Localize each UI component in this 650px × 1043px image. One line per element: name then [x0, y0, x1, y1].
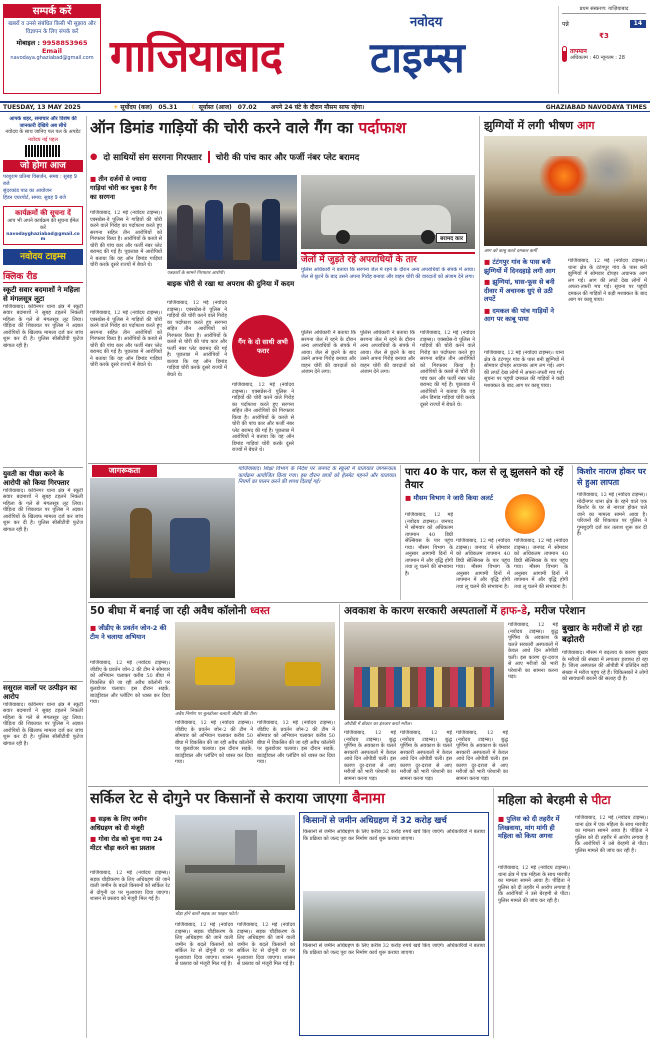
today-item: हिंडन एयरपोर्ट, समय: सुबह 9 बजे — [3, 194, 66, 201]
lead-headline: ऑन डिमांड गाड़ियों की चोरी करने वाले गैंग का पर्दाफाश — [90, 119, 407, 137]
contact-ad-mobile: मोबाइल : 9958853965 — [16, 39, 88, 47]
kishor-headline: किशोर नाराज होकर घर से हुआ लापता — [577, 467, 646, 487]
weather-label: तापमान — [570, 47, 587, 55]
contact-ad — [3, 4, 101, 94]
brand-city: गाजियाबाद — [110, 31, 283, 82]
colony-headline: 50 बीघा में बनाई जा रही अवैध कॉलोनी ध्वस्त — [90, 605, 270, 617]
fever-body: गाजियाबाद। मौसम में बदलाव के कारण बुखार के मरीजों की संख्या में लगातार इजाफा हो रहा है। जिला अस्पताल की ओपीडी में प्रतिदिन बड़ी संख्या में मरीज पहुंच रहे हैं। चिकित्सकों ने लोगों को सावधानी बरतने की सलाह दी है। — [562, 650, 648, 682]
circle-bullet: ■ गोवा रोड को चुना गया 24 मीटर चौड़ा करने का प्रस्ताव — [90, 835, 163, 852]
today-title: जो होगा आज — [3, 160, 83, 172]
sunrise-label: सूर्योदय (कल) — [120, 104, 153, 111]
hospital-body-col1: गाजियाबाद, 12 मई (नवोदय टाइम्स)। बुद्ध पूर्णिमा के अवकाश के चलते सरकारी अस्पतालों में केवल आधे दिन ओपीडी चली। इस कारण दूर-दराज से आए मरीजों को भारी परेशानी का सामना करना पड़ा। — [344, 730, 396, 782]
colony-photo-caption: अवैध निर्माण पर बुलडोजर चलाती जीडीए की टीम। — [175, 712, 258, 717]
car-caption: बरामद कार — [436, 233, 467, 243]
masthead — [0, 0, 650, 100]
jail-col2: पुलिस अधिकारी ने बताया कि सरगना जेल में रहने के दौरान अन्य अपराधियों के संपर्क में आया। जेल से छूटने के बाद उसने अपना गिरोह बनाया और वाहन चोरी की वारदातों को अंजाम देने लगा। — [360, 330, 415, 375]
heat-icon — [505, 494, 545, 534]
moon-icon: ☾ — [191, 103, 197, 111]
sun-icon: ☀ — [113, 103, 119, 111]
edition-box — [558, 6, 646, 94]
kishor-body: गाजियाबाद, 12 मई (नवोदय टाइम्स)। मोदीनगर थाना क्षेत्र के रहने वाले एक किशोर के घर से नाराज होकर चले जाने का मामला सामने आया है। परिजनों की शिकायत पर पुलिस ने गुमशुदगी दर्ज कर तलाश शुरू कर दी है। — [577, 492, 647, 537]
jail-col3: गाजियाबाद, 12 मई (नवोदय टाइम्स)। एक्सप्रेस-वे पुलिस ने गाड़ियों की चोरी करने वाले गिरोह का पर्दाफाश करते हुए सरगना सहित तीन आरोपियों को गिरफ्तार किया है। आरोपियों के कब्जे से चोरी की पांच कार और फर्जी नंबर प्लेट बरामद की गई है। पूछताछ में आरोपियों ने बताया कि वह ऑन डिमांड गाड़ियां चोरी करके दूसरे राज्यों में बेचते थे। — [420, 330, 475, 408]
programs-text: आप भी अपने कार्यक्रम की सूचना ईमेल करें — [7, 217, 79, 231]
colony-body-col2: गाजियाबाद, 12 मई (नवोदय टाइम्स)। जीडीए के प्रवर्तन जोन-2 की टीम ने सोमवार को अभियान चलाकर करीब 50 बीघा में विकसित की जा रही अवैध कॉलोनी पर बुलडोजर चलाया। इस दौरान सड़कें, बाउंड्रीवाल और प्लॉटिंग को ध्वस्त कर दिया गया। — [175, 720, 253, 765]
sidebar-story2-head: युवती का पीछा करने के आरोपी को किया गिरफ्तार — [3, 467, 83, 488]
jail-body: पुलिस अधिकारी ने बताया कि सरगना जेल में रहने के दौरान अन्य अपराधियों के संपर्क में आया। जेल से छूटने के बाद उसने अपना गिरोह बनाया और वाहन चोरी की वारदातों को अंजाम देने लगा। — [301, 267, 475, 280]
hospital-photo-caption: ओपीडी में डॉक्टर का इंतजार करते मरीज। — [344, 722, 412, 727]
brand — [110, 6, 540, 96]
woman-body-col1: गाजियाबाद, 12 मई (नवोदय टाइम्स)। थाना क्षेत्र में एक महिला के साथ मारपीट का मामला सामने आया है। पीड़िता ने पुलिस को दी तहरीर में आरोप लगाया है कि आरोपियों ने उसे बेरहमी से पीटा। पुलिस मामले की जांच कर रही है। — [498, 865, 570, 904]
programs-title: कार्यक्रमों की सूचना दें — [15, 208, 71, 217]
jail-box — [301, 252, 475, 327]
sidebar-story2-body: गाजियाबाद। कविनगर थाना क्षेत्र में स्कूटी सवार बदमाशों ने सुबह टहलने निकली महिला के गले से मंगलसूत्र लूट लिया। पीड़िता की शिकायत पर पुलिस ने अज्ञात आरोपियों के खिलाफ मामला दर्ज कर जांच शुरू कर दी है। पुलिस सीसीटीवी फुटेज खंगाल रही है। — [3, 487, 83, 533]
shadow-body-col2: गाजियाबाद, 12 मई (नवोदय टाइम्स)। एक्सप्रेस-वे पुलिस ने गाड़ियों की चोरी करने वाले गिरोह का पर्दाफाश करते हुए सरगना सहित तीन आरोपियों को गिरफ्तार किया है। आरोपियों के कब्जे से चोरी की पांच कार और फर्जी नंबर प्लेट बरामद की गई है। पूछताछ में आरोपियों ने बताया कि वह ऑन डिमांड गाड़ियां चोरी करके दूसरे राज्यों में बेचते थे। — [232, 382, 294, 453]
sidebar-story1-head: स्कूटी सवार बदमाशों ने महिला से मंगलसूत्र लूटा — [3, 285, 80, 303]
fire-body-col2: गाजियाबाद, 12 मई (नवोदय टाइम्स)। थाना क्षेत्र के टंटंगपुर गांव के पास बनी झुग्गियों में सोमवार दोपहर अचानक आग लग गई। आग की लपटें देख लोगों में अफरा-तफरी मच गई। सूचना पर पहुंची दमकल की गाड़ियों ने कड़ी मशक्कत के बाद आग पर काबू पाया। — [568, 258, 647, 303]
heat-body-col2: गाजियाबाद, 12 मई (नवोदय टाइम्स)। जनपद में सोमवार को अधिकतम तापमान 40 डिग्री सेल्सियस के पार पहुंच गया। मौसम विभाग के अनुसार आगामी दिनों में तापमान में और वृद्धि होगी तथा लू चलने की संभावना है। — [456, 538, 510, 590]
fire-bullet: ■ टंटंगपुर गांव के पास बनी झुग्गियों में दिनदहाड़े लगी आग — [484, 258, 556, 275]
sidebar-story3-head: ससुराल वालों पर उत्पीड़न का आरोप — [3, 681, 83, 702]
farmers-headline: किसानों से जमीन अधिग्रहण में 32 करोड़ खर्च — [303, 816, 447, 826]
pages-count: 14 — [630, 20, 646, 28]
sunrise-time: 05.31 — [158, 103, 178, 111]
fire-bullet: ■ दमकल की पांच गाड़ियों ने आग पर काबू पाया — [484, 306, 554, 323]
lead-bullet: ■ तीन दर्जनों से ज्यादा गाड़ियां चोरी कर चुका है गैंग का सरगना — [90, 175, 157, 201]
brand-small: नवोदय — [410, 15, 443, 30]
contact-ad-lines: खबरों व उनसे संबंधित किसी भी सुझाव और विज्ञापन के लिए संपर्क करें — [8, 21, 96, 35]
circle-photo-caption: चौड़ा होने वाली सड़क का फाइल फोटो। — [175, 912, 239, 917]
edition-label: प्रथम संस्करण: ग़ाज़ियाबाद — [562, 6, 646, 14]
programs-email[interactable]: navodayghaziabad@gmail.com — [6, 231, 80, 242]
fire-body-col1: गाजियाबाद, 12 मई (नवोदय टाइम्स)। थाना क्षेत्र के टंटंगपुर गांव के पास बनी झुग्गियों में सोमवार दोपहर अचानक आग लग गई। आग की लपटें देख लोगों में अफरा-तफरी मच गई। सूचना पर पहुंची दमकल की गाड़ियों ने कड़ी मशक्कत के बाद आग पर काबू पाया। — [484, 350, 564, 389]
lead-sub2: चोरी की पांच कार और फर्जी नंबर प्लेट बरामद — [215, 152, 360, 163]
weather-text: अधिकतम : 40 न्यूनतम : 28 — [570, 54, 625, 61]
sunset-time: 07.02 — [237, 103, 257, 111]
issue-date: TUESDAY, 13 MAY 2025 — [3, 103, 81, 111]
lead-body-col1: गाजियाबाद, 12 मई (नवोदय टाइम्स)। एक्सप्रेस-वे पुलिस ने गाड़ियों की चोरी करने वाले गिरोह का पर्दाफाश करते हुए सरगना सहित तीन आरोपियों को गिरफ्तार किया है। आरोपियों के कब्जे से चोरी की पांच कार और फर्जी नंबर प्लेट बरामद की गई है। पूछताछ में आरोपियों ने बताया कि वह ऑन डिमांड गाड़ियां चोरी करके दूसरे राज्यों में बेचते थे। — [90, 210, 162, 268]
sidebar-story1-body: गाजियाबाद। कविनगर थाना क्षेत्र में स्कूटी सवार बदमाशों ने सुबह टहलने निकली महिला के गले से मंगलसूत्र लूट लिया। पीड़िता की शिकायत पर पुलिस ने अज्ञात आरोपियों के खिलाफ मामला दर्ज कर जांच शुरू कर दी है। पुलिस सीसीटीवी फुटेज खंगाल रही है। — [3, 303, 83, 349]
sidebar-top-note: नवोदय नई पहल — [28, 136, 58, 143]
jail-col1: पुलिस अधिकारी ने बताया कि सरगना जेल में रहने के दौरान अन्य अपराधियों के संपर्क में आया। जेल से छूटने के बाद उसने अपना गिरोह बनाया और वाहन चोरी की वारदातों को अंजाम देने लगा। — [301, 330, 356, 375]
woman-headline-highlight: पीटा — [591, 793, 611, 807]
heat-headline: पारा 40 के पार, कल से लू झुलसने को रहें तैयार — [405, 467, 564, 491]
farmers-body: किसानों से जमीन अधिग्रहण के लिए करीब 32 करोड़ रुपये खर्च किए जाएंगे। अधिकारियों ने बताया कि प्रक्रिया को जल्द पूरा कर निर्माण कार्य शुरू कराया जाएगा। — [303, 829, 485, 842]
circle-headline-highlight: बैनामा — [352, 791, 385, 807]
circle-body-col3: गाजियाबाद, 12 मई (नवोदय टाइम्स)। सड़क चौड़ीकरण के लिए अधिग्रहण की जाने वाली जमीन के बदले किसानों को सर्किल रेट से दोगुनी दर पर मुआवजा दिया जाएगा। शासन से प्रस्ताव को मंजूरी मिल गई है। — [237, 922, 295, 967]
contact-ad-email-label: Email — [41, 47, 63, 55]
price: ₹3 — [599, 32, 609, 40]
today-list — [3, 172, 83, 204]
thermometer-icon — [562, 46, 567, 62]
fire-headline: झुग्गियों में लगी भीषण आग — [484, 119, 595, 132]
colony-sub: ■ जीडीए के प्रवर्तन जोन-2 की टीम ने चलाया अभियान — [90, 624, 167, 641]
circle-body-col2: गाजियाबाद, 12 मई (नवोदय टाइम्स)। सड़क चौड़ीकरण के लिए अधिग्रहण की जाने वाली जमीन के बदले किसानों को सर्किल रेट से दोगुनी दर पर मुआवजा दिया जाएगा। शासन से प्रस्ताव को मंजूरी मिल गई है। — [175, 922, 233, 967]
heat-body-col3: गाजियाबाद, 12 मई (नवोदय टाइम्स)। जनपद में सोमवार को अधिकतम तापमान 40 डिग्री सेल्सियस के पार पहुंच गया। मौसम विभाग के अनुसार आगामी दिनों में तापमान में और वृद्धि होगी तथा लू चलने की संभावना है। — [514, 538, 568, 590]
lead-subheads — [90, 149, 475, 165]
woman-sub: ■ पुलिस को दी तहरीर में लिखवाया, मांग मांगी ही महिला को किया अगवा — [498, 815, 560, 840]
jagrukta-photo — [90, 478, 235, 598]
hospital-headline: अवकाश के कारण सरकारी अस्पतालों में हाफ-डे, मरीज परेशान — [344, 605, 586, 617]
shadow-body: गाजियाबाद, 12 मई (नवोदय टाइम्स)। एक्सप्रेस-वे पुलिस ने गाड़ियों की चोरी करने वाले गिरोह का पर्दाफाश करते हुए सरगना सहित तीन आरोपियों को गिरफ्तार किया है। आरोपियों के कब्जे से चोरी की पांच कार और फर्जी नंबर प्लेट बरामद की गई है। पूछताछ में आरोपियों ने बताया कि वह ऑन डिमांड गाड़ियां चोरी करके दूसरे राज्यों में बेचते थे। — [167, 300, 227, 378]
farmers-body-2: किसानों से जमीन अधिग्रहण के लिए करीब 32 करोड़ रुपये खर्च किए जाएंगे। अधिकारियों ने बताया कि प्रक्रिया को जल्द पूरा कर निर्माण कार्य शुरू कराया जाएगा। — [303, 943, 485, 956]
lead-body-col2: गाजियाबाद, 12 मई (नवोदय टाइम्स)। एक्सप्रेस-वे पुलिस ने गाड़ियों की चोरी करने वाले गिरोह का पर्दाफाश करते हुए सरगना सहित तीन आरोपियों को गिरफ्तार किया है। आरोपियों के कब्जे से चोरी की पांच कार और फर्जी नंबर प्लेट बरामद की गई है। पूछताछ में आरोपियों ने बताया कि वह ऑन डिमांड गाड़ियां चोरी करके दूसरे राज्यों में बेचते थे। — [90, 310, 162, 368]
lead-headline-highlight: पर्दाफाश — [358, 119, 407, 137]
farmers-box — [299, 812, 489, 1036]
hospital-body-col4: गाजियाबाद, 12 मई (नवोदय टाइम्स)। बुद्ध पूर्णिमा के अवकाश के चलते सरकारी अस्पतालों में केवल आधे दिन ओपीडी चली। इस कारण दूर-दराज से आए मरीजों को भारी परेशानी का सामना करना पड़ा। — [508, 622, 558, 680]
jagrukta-text: गाजियाबाद। शिक्षा विभाग के निर्देश पर जनपद के स्कूलों में यातायात जागरूकता कार्यक्रम आयोजित किया गया। इस दौरान छात्रों को हेलमेट पहनने और यातायात नियमों का पालन करने की शपथ दिलाई गई। — [238, 466, 396, 485]
hospital-body-col3: गाजियाबाद, 12 मई (नवोदय टाइम्स)। बुद्ध पूर्णिमा के अवकाश के चलते सरकारी अस्पतालों में केवल आधे दिन ओपीडी चली। इस कारण दूर-दराज से आए मरीजों को भारी परेशानी का सामना करना पड़ा। — [456, 730, 508, 782]
tagline: अपने 24 घंटे के दौरान मौसम साफ रहेगा। — [270, 104, 365, 111]
fire-headline-highlight: आग — [576, 119, 595, 132]
woman-headline: महिला को बेरहमी से पीटा — [498, 793, 611, 807]
colony-body-col3: गाजियाबाद, 12 मई (नवोदय टाइम्स)। जीडीए के प्रवर्तन जोन-2 की टीम ने सोमवार को अभियान चलाकर करीब 50 बीघा में विकसित की जा रही अवैध कॉलोनी पर बुलडोजर चलाया। इस दौरान सड़कें, बाउंड्रीवाल और प्लॉटिंग को ध्वस्त कर दिया गया। — [257, 720, 335, 765]
sidebar-logo: नवोदय टाइम्स — [3, 249, 83, 265]
fire-photo-caption: आग को काबू करते दमकल कर्मी — [484, 249, 537, 254]
hospital-body-col2: गाजियाबाद, 12 मई (नवोदय टाइम्स)। बुद्ध पूर्णिमा के अवकाश के चलते सरकारी अस्पतालों में केवल आधे दिन ओपीडी चली। इस कारण दूर-दराज से आए मरीजों को भारी परेशानी का सामना करना पड़ा। — [400, 730, 452, 782]
woman-body-col2: गाजियाबाद, 12 मई (नवोदय टाइम्स)। थाना क्षेत्र में एक महिला के साथ मारपीट का मामला सामने आया है। पीड़िता ने पुलिस को दी तहरीर में आरोप लगाया है कि आरोपियों ने उसे बेरहमी से पीटा। पुलिस मामले की जांच कर रही है। — [575, 815, 648, 854]
sidebar-story3-body: गाजियाबाद। कविनगर थाना क्षेत्र में स्कूटी सवार बदमाशों ने सुबह टहलने निकली महिला के गले से मंगलसूत्र लूट लिया। पीड़िता की शिकायत पर पुलिस ने अज्ञात आरोपियों के खिलाफ मामला दर्ज कर जांच शुरू कर दी है। पुलिस सीसीटीवी फुटेज खंगाल रही है। — [3, 701, 83, 747]
fever-headline: बुखार के मरीजों में हो रहा बढ़ोतरी — [562, 624, 643, 645]
brand-paper: टाइम्स — [370, 33, 465, 82]
circle-bullet: ■ सड़क के लिए जमीन अधिग्रहण को दी मंजूरी — [90, 815, 147, 832]
gang-badge: गैंग के दो साथी अभी फरार — [232, 315, 294, 377]
circle-body-col1: गाजियाबाद, 12 मई (नवोदय टाइम्स)। सड़क चौड़ीकरण के लिए अधिग्रहण की जाने वाली जमीन के बदले किसानों को सर्किल रेट से दोगुनी दर पर मुआवजा दिया जाएगा। शासन से प्रस्ताव को मंजूरी मिल गई है। — [90, 870, 170, 902]
today-item: परशुराम प्रतिमा विसर्जन, समय : सुबह 9 बजे — [3, 173, 77, 187]
today-item: सुंदरकांड पाठ का आयोजन — [3, 187, 52, 194]
lead-photo-caption: पत्रकारों के सामने गिरफ्तार आरोपी। — [167, 271, 225, 276]
shadow-head: बाइक चोरी से रखा था अपराध की दुनिया में कदम — [167, 280, 295, 288]
dateline-right: GHAZIABAD NAVODAYA TIMES — [545, 103, 647, 111]
lead-sub1: दो साथियों संग सरगना गिरफ्तार — [103, 152, 202, 163]
circle-bullets — [90, 815, 170, 852]
circle-photo — [175, 815, 295, 910]
sunset-label: सूर्यास्त (आज) — [198, 104, 232, 111]
circle-headline: सर्किल रेट से दोगुने पर किसानों से कराया जाएगा बैनामा — [90, 791, 385, 807]
click-read: क्लिक रीड — [3, 269, 83, 283]
fire-bullet: ■ झुग्गियां, घास-फूस से बनी दीवार में अचानक धुएं से उठी लपटें — [484, 278, 555, 303]
heat-sub: ■ मौसम विभाग ने जारी किया अलर्ट — [405, 494, 494, 502]
car-photo — [301, 175, 475, 249]
farmers-photo — [303, 891, 485, 941]
programs-box — [3, 206, 83, 245]
contact-ad-email: navodaya.ghaziabad@gmail.com — [10, 55, 94, 61]
bullet-icon: ● — [90, 152, 98, 162]
qr-code — [25, 145, 61, 157]
colony-photo — [175, 622, 335, 710]
pages-label: पन्ने — [562, 21, 569, 28]
sidebar-top-text: आपके शहर, समाचार और विशेष की जानकारी देखिये अब सीधे — [9, 116, 77, 129]
sidebar — [3, 116, 83, 1038]
colony-body-col1: गाजियाबाद, 12 मई (नवोदय टाइम्स)। जीडीए के प्रवर्तन जोन-2 की टीम ने सोमवार को अभियान चलाकर करीब 50 बीघा में विकसित की जा रही अवैध कॉलोनी पर बुलडोजर चलाया। इस दौरान सड़कें, बाउंड्रीवाल और प्लॉटिंग को ध्वस्त कर दिया गया। — [90, 660, 170, 705]
lead-photo — [167, 175, 297, 269]
hospital-photo — [344, 622, 504, 720]
hospital-headline-highlight: हाफ-डे — [500, 605, 527, 617]
dateline — [0, 101, 650, 112]
sidebar-top-text2: नवोदय के साथ जानिए पल पल के अपडेट — [5, 129, 81, 135]
jail-head: जेलों में जुड़ते रहे अपराधियों के तार — [301, 255, 417, 265]
fire-photo — [484, 136, 647, 246]
contact-ad-title: सम्पर्क करें — [4, 5, 100, 18]
fire-bullets — [484, 258, 564, 324]
colony-headline-highlight: ध्वस्त — [250, 605, 270, 617]
jagrukta-tag: जागरूकता — [92, 465, 157, 477]
heat-body-col1: गाजियाबाद, 12 मई (नवोदय टाइम्स)। जनपद में सोमवार को अधिकतम तापमान 40 डिग्री सेल्सियस के पार पहुंच गया। मौसम विभाग के अनुसार आगामी दिनों में तापमान में और वृद्धि होगी तथा लू चलने की संभावना है। — [405, 512, 453, 577]
